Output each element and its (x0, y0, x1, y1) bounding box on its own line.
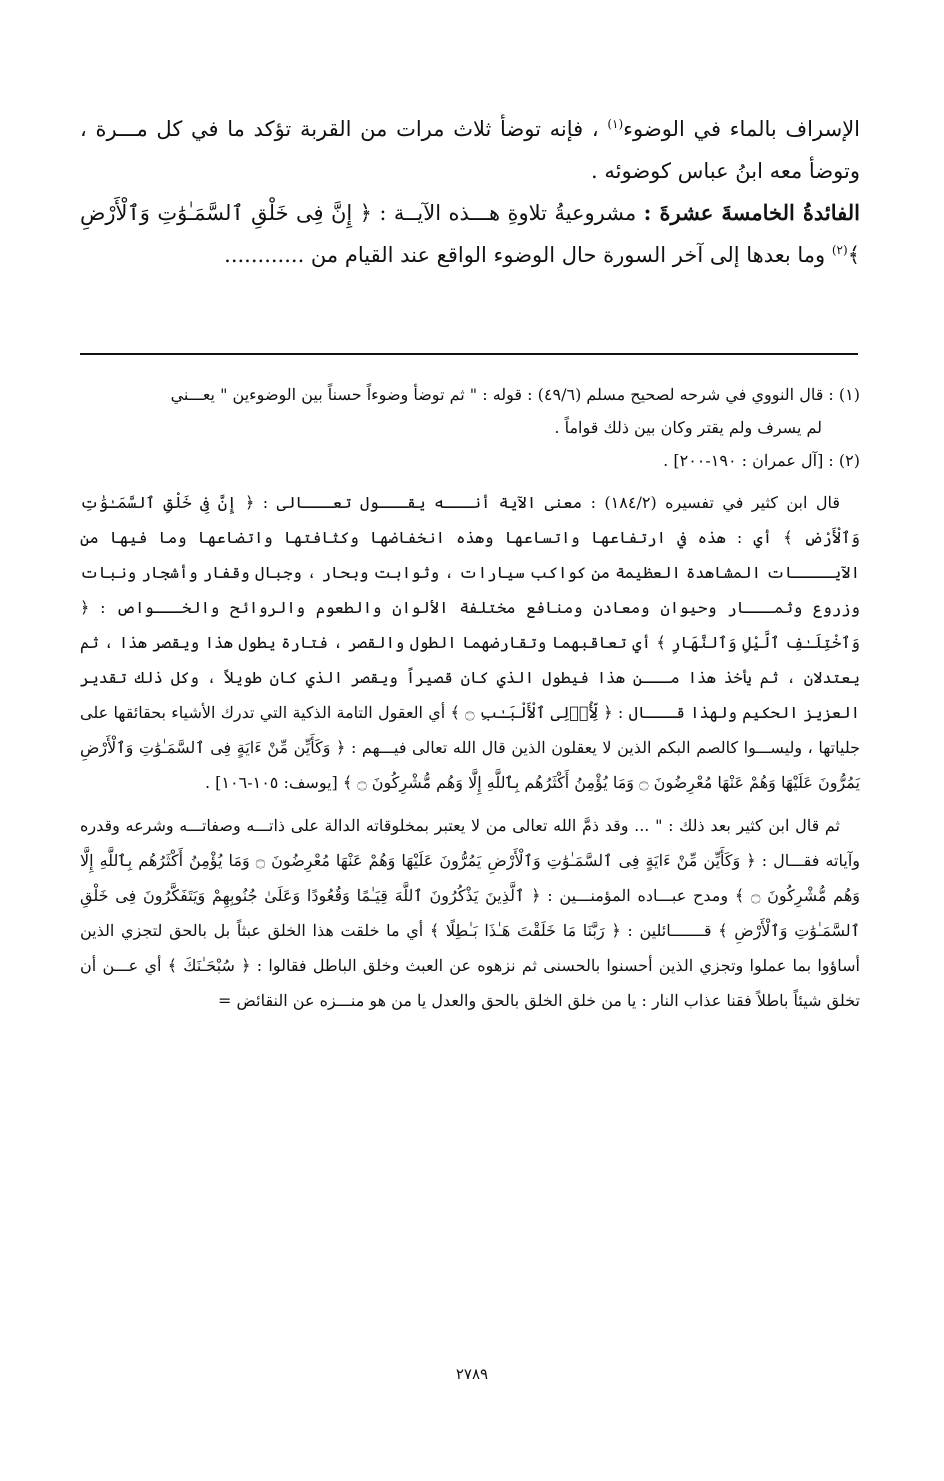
footnote-1: (١) : قال النووي في شرحه لصحيح مسلم (٤٩/٦) : قوله : " ثم توضأ وضوءاً حسناً بين الوضوءين " يعـــني (170, 385, 860, 404)
main-text (80, 108, 860, 276)
tafsir-paragraph-1: قال ابن كثير في تفسيره (١٨٤/٢) : معنى الآية أنـــه يقـــول تعـــالى : ﴿ إِنَّ فِى خَلْقِ ٱلسَّمَـٰوَٰتِ وَٱلْأَرْضِ ﴾ أي : هذه في ارتفاعها واتساعها وهذه انخفاضها وكثافتها واتضاعها وما فيها من الآيــــات المشاهدة العظيمة من كواكب سيارات ، وثوابت وبحار ، وجبال وقفار وأشجار ونبات وزروع وثمـــار وحيوان ومعادن ومنافع مختلفة الألوان والطعوم والروائح والخـــواص : ﴿ وَٱخْتِلَـٰفِ ٱلَّيْلِ وَٱلنَّهَارِ ﴾ أي تعاقبهما وتقارضهما الطول والقصر ، فتارة يطول هذا ويقصر هذا ، ثم يعتدلان ، ثم يأخذ هذا مـــن هذا فيطول الذي كان قصيراً ويقصر الذي كان طويلاً ، وكل ذلك تقدير العزيز الحكيم ولهذا قـــال : ﴿ لِّأُو۟لِى ٱلْأَلْبَـٰبِ ۝ ﴾ أي العقول التامة الذكية التي تدرك الأشياء بحقائقها على جلياتها ، وليســـوا كالصم البكم الذين لا يعقلون الذين قال الله تعالى فيـــهم : ﴿ وَكَأَيِّن مِّنْ ءَايَةٍ فِى ٱلسَّمَـٰوَٰتِ وَٱلْأَرْضِ يَمُرُّونَ عَلَيْهَا وَهُمْ عَنْهَا مُعْرِضُونَ ۝ وَمَا يُؤْمِنُ أَكْثَرُهُم بِٱللَّهِ إِلَّا وَهُم مُّشْرِكُونَ ۝ ﴾ [يوسف: ١٠٥-١٠٦] . (80, 493, 860, 792)
benefit-text: مشروعيةُ تلاوةِ هـــذه الآيــة : ﴿ إِنَّ فِى خَلْقِ ٱلسَّمَـٰوَٰتِ وَٱلْأَرْضِ ﴾ (80, 201, 860, 267)
footnote-divider (80, 353, 858, 355)
main-line-1: الإسراف بالماء في الوضوء (623, 117, 861, 141)
footnote-ref-1: (١) (607, 117, 624, 131)
main-paragraph-1 (80, 108, 860, 192)
footnote-ref-2: (٢) (831, 243, 848, 257)
main-paragraph-2 (80, 192, 860, 276)
footnotes (80, 378, 860, 1018)
page-number: ٢٧٨٩ (455, 1365, 489, 1383)
tafsir-paragraph-2: ثم قال ابن كثير بعد ذلك : " ... وقد ذمَّ الله تعالى من لا يعتبر بمخلوقاته الدالة على ذاتـــه وصفاتـــه وشرعه وقدره وآياته فقـــال : ﴿ وَكَأَيِّن مِّنْ ءَايَةٍ فِى ٱلسَّمَـٰوَٰتِ وَٱلْأَرْضِ يَمُرُّونَ عَلَيْهَا وَهُمْ عَنْهَا مُعْرِضُونَ ۝ وَمَا يُؤْمِنُ أَكْثَرُهُم بِٱللَّهِ إِلَّا وَهُم مُّشْرِكُونَ ۝ ﴾ ومدح عبـــاده المؤمنـــين : ﴿ ٱلَّذِينَ يَذْكُرُونَ ٱللَّهَ قِيَـٰمًا وَقُعُودًا وَعَلَىٰ جُنُوبِهِمْ وَيَتَفَكَّرُونَ فِى خَلْقِ ٱلسَّمَـٰوَٰتِ وَٱلْأَرْضِ ﴾ قـــــــائلين : ﴿ رَبَّنَا مَا خَلَقْتَ هَـٰذَا بَـٰطِلًا ﴾ أي ما خلقت هذا الخلق عبثاً بل بالحق لتجزي الذين أساؤوا بما عملوا وتجزي الذين أحسنوا بالحسنى ثم نزهوه عن العبث وخلق الباطل فقالوا : ﴿ سُبْحَـٰنَكَ ﴾ أي عـــن أن تخلق شيئاً باطلاً فقنا عذاب النار : يا من خلق الخلق بالحق والعدل يا من هو منـــزه عن النقائض = (80, 816, 860, 1010)
footnote-1-continuation: لم يسرف ولم يقتر وكان بين ذلك قواماً . (554, 418, 822, 437)
benefit-label: الفائدةُ الخامسةَ عشرةَ : (643, 200, 860, 225)
footnote-2: (٢) : [آل عمران : ١٩٠-٢٠٠] . (663, 451, 860, 470)
benefit-rest: وما بعدها إلى آخر السورة حال الوضوء الواقع عند القيام من ............ (224, 243, 826, 267)
main-line-1-rest: ، فإنه توضأ ثلاث مرات من القربة تؤكد ما في كل مـــرة ، وتوضأ معه ابنُ عباس كوضوئه . (80, 117, 860, 183)
